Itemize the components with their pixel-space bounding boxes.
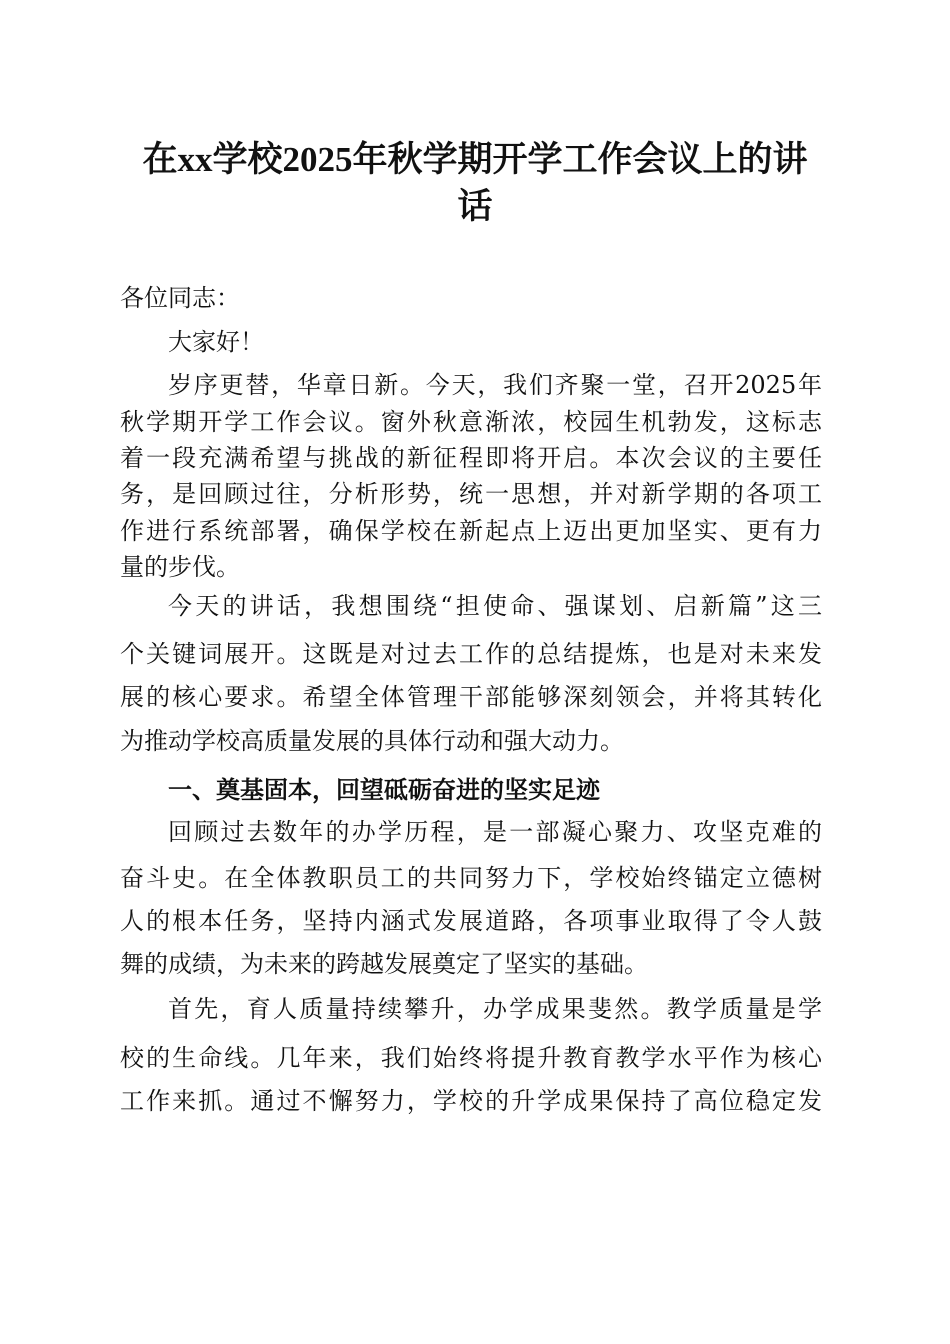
paragraph-line: 舞的成绩，为未来的跨越发展奠定了坚实的基础。: [120, 950, 648, 978]
paragraph-line: 着一段充满希望与挑战的新征程即将开启。本次会议的主要任: [120, 444, 822, 472]
paragraph-line: 各位同志：: [120, 284, 240, 312]
paragraph-line: 校的生命线。几年来，我们始终将提升教育教学水平作为核心: [120, 1044, 822, 1072]
paragraph-line: 量的步伐。: [120, 553, 240, 581]
paragraph-line: 回顾过去数年的办学历程，是一部凝心聚力、攻坚克难的: [168, 818, 822, 846]
paragraph-line: 秋学期开学工作会议。窗外秋意渐浓，校园生机勃发，这标志: [120, 408, 822, 436]
paragraph-line: 展的核心要求。希望全体管理干部能够深刻领会，并将其转化: [120, 683, 822, 711]
document-title-line-1: 在xx学校2025年秋学期开学工作会议上的讲: [142, 140, 808, 179]
paragraph-line: 工作来抓。通过不懈努力，学校的升学成果保持了高位稳定发: [120, 1087, 822, 1115]
section-heading: 一、奠基固本，回望砥砺奋进的坚实足迹: [168, 776, 600, 804]
paragraph-line: 首先，育人质量持续攀升，办学成果斐然。教学质量是学: [168, 995, 822, 1023]
paragraph-line: 作进行系统部署，确保学校在新起点上迈出更加坚实、更有力: [120, 517, 822, 545]
paragraph-line: 奋斗史。在全体教职员工的共同努力下，学校始终锚定立德树: [120, 864, 822, 892]
paragraph-line: 务，是回顾过往，分析形势，统一思想，并对新学期的各项工: [120, 480, 822, 508]
document-title-line-2: 话: [457, 187, 493, 226]
paragraph-line: 人的根本任务，坚持内涵式发展道路，各项事业取得了令人鼓: [120, 907, 822, 935]
paragraph-line: 个关键词展开。这既是对过去工作的总结提炼，也是对未来发: [120, 640, 822, 668]
paragraph-line: 今天的讲话，我想围绕“担使命、强谋划、启新篇”这三: [168, 592, 822, 620]
paragraph-line: 为推动学校高质量发展的具体行动和强大动力。: [120, 727, 624, 755]
paragraph-line: 大家好！: [168, 328, 264, 356]
paragraph-line: 岁序更替，华章日新。今天，我们齐聚一堂，召开2025年: [168, 371, 822, 399]
